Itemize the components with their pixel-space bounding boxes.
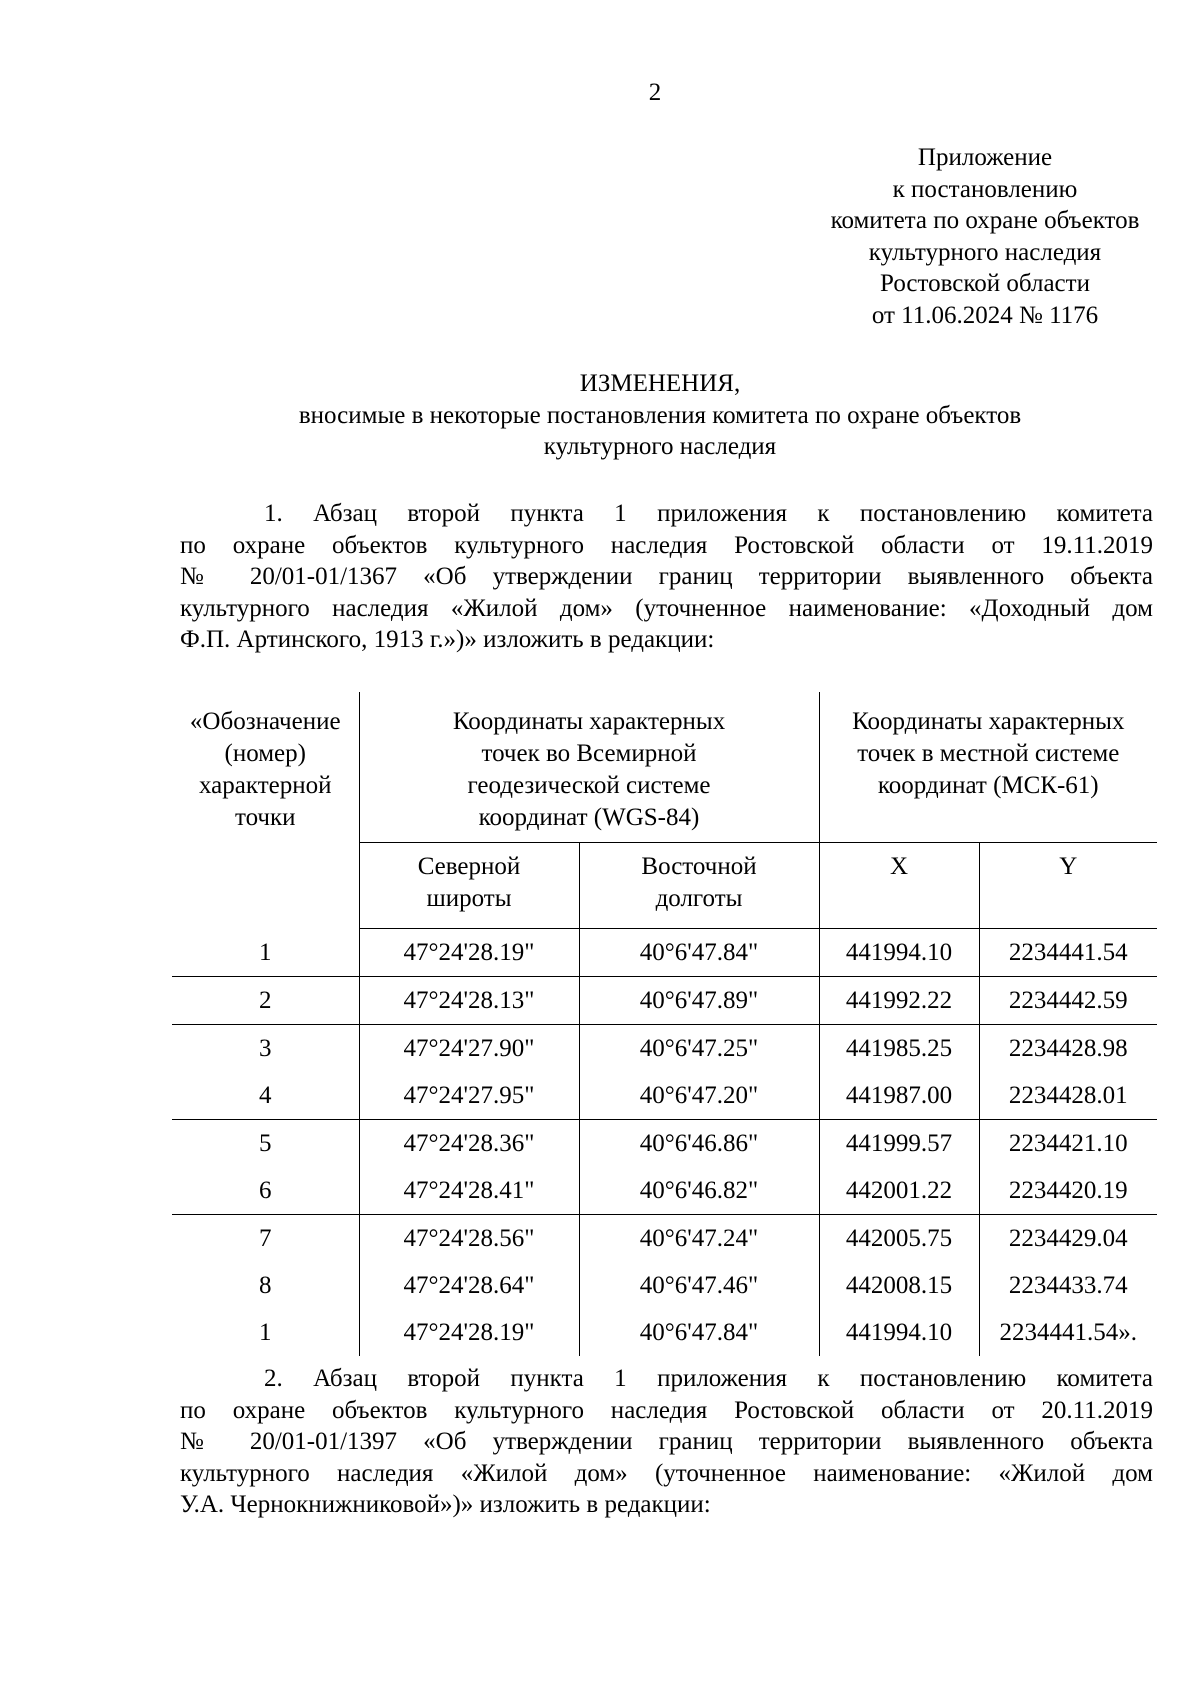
document-subtitle: культурного наследия [543, 433, 777, 461]
cell-lon: 40°6'47.84" [579, 1309, 819, 1356]
paragraph-1 [180, 498, 1153, 656]
cell-num: 5 [172, 1120, 359, 1168]
appendix-line: Ростовской области [880, 270, 1090, 298]
cell-lat: 47°24'27.90" [359, 1025, 579, 1073]
cell-num: 8 [172, 1262, 359, 1309]
document-heading: ИЗМЕНЕНИЯ, [579, 370, 741, 397]
paragraph-line: № 20/01-01/1397 «Об утверждении границ территории выявленного объекта [180, 1428, 1153, 1456]
cell-num: 1 [172, 929, 359, 977]
cell-lat: 47°24'28.56" [359, 1215, 579, 1263]
header-longitude: Восточной долготы [579, 843, 819, 929]
appendix-block [770, 142, 1200, 332]
cell-num: 2 [172, 977, 359, 1025]
table-row [172, 1167, 1157, 1215]
paragraph-line: 1. Абзац второй пункта 1 приложения к постановлению комитета [264, 500, 1153, 527]
table-row [172, 1262, 1157, 1309]
appendix-line: культурного наследия [868, 238, 1102, 266]
table-row [172, 1215, 1157, 1263]
page-number: 2 [648, 79, 662, 106]
cell-x: 442005.75 [819, 1215, 979, 1263]
paragraph-line: по охране объектов культурного наследия Ростовской области от 19.11.2019 [180, 531, 1153, 559]
cell-lat: 47°24'28.41" [359, 1167, 579, 1215]
header-msk61: Координаты характерных точек в местной системе координат (МСК-61) [819, 692, 1157, 843]
paragraph-line: по охране объектов культурного наследия Ростовской области от 20.11.2019 [180, 1396, 1153, 1424]
cell-lon: 40°6'47.84" [579, 929, 819, 977]
header-y: Y [979, 843, 1157, 929]
cell-num: 4 [172, 1072, 359, 1120]
cell-lon: 40°6'47.89" [579, 977, 819, 1025]
cell-y: 2234428.01 [979, 1072, 1157, 1120]
cell-x: 441994.10 [819, 1309, 979, 1356]
header-latitude: Северной широты [359, 843, 579, 929]
cell-y: 2234441.54». [999, 1319, 1138, 1346]
cell-y: 2234433.74 [1008, 1272, 1128, 1299]
paragraph-line: культурного наследия «Жилой дом» (уточненное наименование: «Доходный дом [180, 594, 1153, 622]
cell-lat: 47°24'28.19" [359, 929, 579, 977]
title-block [180, 368, 1140, 463]
cell-lon: 40°6'46.82" [579, 1167, 819, 1215]
coordinates-table [172, 692, 1157, 1356]
paragraph-line: культурного наследия «Жилой дом» (уточненное наименование: «Жилой дом [180, 1459, 1153, 1487]
table-row [172, 977, 1157, 1025]
cell-x: 441985.25 [819, 1025, 979, 1073]
cell-x: 441994.10 [819, 929, 979, 977]
cell-lon: 40°6'47.25" [579, 1025, 819, 1073]
document-subtitle: вносимые в некоторые постановления комитета по охране объектов [298, 401, 1022, 429]
cell-lat: 47°24'28.13" [359, 977, 579, 1025]
cell-num: 1 [172, 1309, 359, 1356]
cell-y: 2234428.98 [1008, 1035, 1128, 1062]
cell-lat: 47°24'28.19" [359, 1309, 579, 1356]
cell-num: 7 [172, 1215, 359, 1263]
header-designation: «Обозначение (номер) характерной точки [172, 692, 359, 929]
appendix-line: Приложение [917, 144, 1053, 171]
cell-lon: 40°6'47.24" [579, 1215, 819, 1263]
cell-lon: 40°6'47.46" [579, 1262, 819, 1309]
header-x: X [819, 843, 979, 929]
cell-y: 2234441.54 [979, 929, 1157, 977]
table-row [172, 1309, 1157, 1356]
cell-lat: 47°24'28.36" [359, 1120, 579, 1168]
appendix-line: от 11.06.2024 № 1176 [871, 301, 1099, 329]
cell-x: 441999.57 [819, 1120, 979, 1168]
cell-lon: 40°6'47.20" [579, 1072, 819, 1120]
cell-y: 2234421.10 [1008, 1130, 1128, 1157]
cell-y: 2234420.19 [979, 1167, 1157, 1215]
cell-lon: 40°6'46.86" [579, 1120, 819, 1168]
table-row [172, 1025, 1157, 1073]
cell-num: 3 [172, 1025, 359, 1073]
paragraph-line: 2. Абзац второй пункта 1 приложения к постановлению комитета [264, 1365, 1153, 1392]
table-row [172, 1120, 1157, 1168]
appendix-line: к постановлению [892, 175, 1078, 203]
cell-lat: 47°24'27.95" [359, 1072, 579, 1120]
cell-y: 2234429.04 [1008, 1225, 1128, 1252]
paragraph-line: У.А. Чернокнижниковой»)» изложить в редакции: [180, 1491, 711, 1519]
cell-num: 6 [172, 1167, 359, 1215]
appendix-line: комитета по охране объектов [830, 207, 1140, 235]
cell-x: 442001.22 [819, 1167, 979, 1215]
table-row [172, 1072, 1157, 1120]
cell-x: 442008.15 [819, 1262, 979, 1309]
paragraph-line: Ф.П. Артинского, 1913 г.»)» изложить в редакции: [180, 626, 715, 654]
table-row [172, 929, 1157, 977]
cell-x: 441987.00 [819, 1072, 979, 1120]
paragraph-2 [180, 1363, 1153, 1521]
paragraph-line: № 20/01-01/1367 «Об утверждении границ территории выявленного объекта [180, 563, 1153, 591]
cell-x: 441992.22 [819, 977, 979, 1025]
cell-lat: 47°24'28.64" [359, 1262, 579, 1309]
header-wgs84: Координаты характерных точек во Всемирной геодезической системе координат (WGS-84) [359, 692, 819, 843]
cell-y: 2234442.59 [979, 977, 1157, 1025]
